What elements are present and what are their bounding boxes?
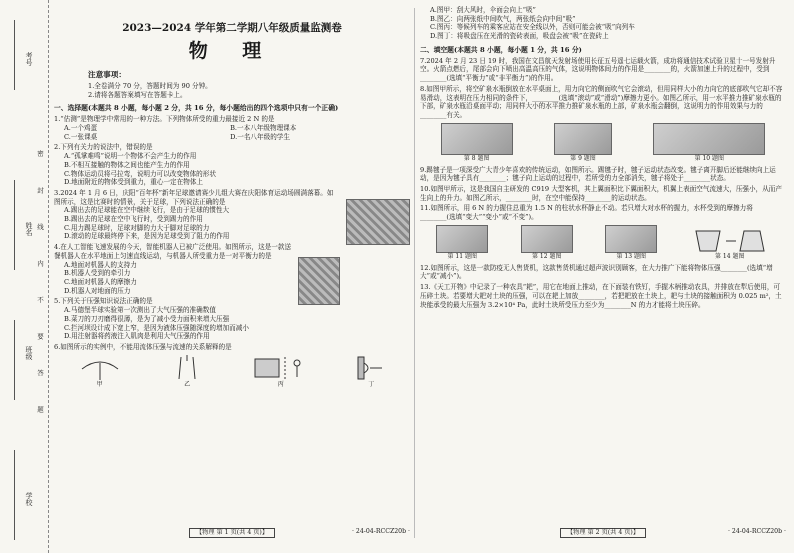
option: B.菜刀的刀刃磨得很薄，是为了减小受力面积来增大压强 [64, 314, 230, 323]
question-13: 13.《天工开物》中记录了一种农具“耙”，用它在地面上推动，在下面装有铁钉，手握木柄推动农具，并排放在犁后使用，可压碎土块。若要增大耙对土块的压强，可以在耙上加放________，若把耙放在土块上，耙与土块的接触面积为 0.025 m²，土块能承受的最大压强为 3.2×10⁴ Pa，此时土块所受压力至少为________N 的力才能将土块压碎。 [420, 283, 782, 309]
umbrella-figure [78, 355, 122, 381]
subject-title: 物 理 [188, 39, 276, 62]
option: C.地面对机器人的摩擦力 [64, 277, 137, 286]
option: A.踢出去的足球能在空中继续飞行，是由于足球的惯性大 [64, 206, 230, 215]
option: D.滚动的足球最终停下来，是因为足球受到了阻力的作用 [64, 232, 230, 241]
figure-label: 第 10 题图 [694, 154, 725, 162]
footer-right [420, 528, 786, 538]
question-1: 1.“估测”是物理学中常用的一种方法。下列物体所受的重力最接近 2 N 的是 [54, 115, 275, 124]
seal-text: 密 封 线 内 不 要 答 题 [36, 150, 44, 427]
figure-a [78, 355, 122, 389]
figure-label: 第 9 题图 [570, 154, 596, 162]
figure-label: 第 13 题图 [616, 252, 646, 260]
page-tag: 【物理 第 1 页(共 4 页)】 [189, 528, 275, 538]
school-line [14, 450, 15, 540]
option: B.图乙：向两张纸中间吹气，两张纸会向中间“吸” [430, 14, 576, 23]
question-1-options [64, 124, 410, 141]
figure-label: 第 11 题图 [447, 252, 477, 260]
figure-label: 甲 [96, 380, 103, 388]
question-11: 11.如图所示，用 6 N 的力握住总重为 1.5 N 的柱状水杯静止不动。若只增大对水杯的握力，水杯受到的摩擦力将________(选填“变大”“变小”或“不变”)。 [420, 204, 753, 222]
machine-figure [521, 225, 573, 253]
figure-row-a [420, 123, 786, 163]
exam-title: 2023—2024 学年第二学期八年级质量监测卷 [122, 22, 342, 34]
figure-d [356, 355, 386, 389]
football-photo [346, 199, 410, 245]
notice-item: 1.全卷满分 70 分，答题时间为 90 分钟。 [88, 81, 212, 90]
option: A.马德堡半球实验第一次测出了大气压强的准确数值 [64, 306, 216, 315]
question-10: 10.如图甲所示，这是我国自主研发的 C919 大型客机，其上翼面积比下翼面积大，机翼上表面空气流速大，压强小，从而产生向上的升力。如图乙所示，________时，在空中能保持________的运动状态。 [420, 185, 782, 202]
figure-label: 乙 [184, 380, 191, 388]
exam-no-label: 考号 [25, 52, 33, 66]
shuttlecock-figure [554, 123, 612, 155]
figure-q11 [436, 225, 488, 261]
school-label: 学校 [25, 492, 33, 506]
option: C.拦河坝设计成下宽上窄，是因为液体压强随深度的增加而减小 [64, 323, 249, 332]
bottle-figure [441, 123, 513, 155]
option: C.用力踢足球时，足球对脚的力大于脚对足球的力 [64, 223, 210, 232]
option: B.一本八年级物理课本 [230, 124, 297, 133]
option: D.机器人对地面的压力 [64, 286, 131, 295]
question-4: 4.在人工智能飞速发展的今天，智能机器人已被广泛使用。如图所示，这是一款送餐机器人在水平地面上匀速直线运动，与机器人所受重力是一对平衡力的是 [54, 243, 292, 260]
option: D.地面附近的物体受到重力，重心一定在物体上 [64, 178, 204, 187]
name-label: 姓名 [25, 222, 33, 236]
option: B.踢出去的足球在空中飞行时，受到踢力的作用 [64, 215, 203, 224]
question-12: 12.如图所示，这是一款防疫无人售货机，这款售货机通过超声波识别顾客，在大力推广下能将物体压强________(选填“增大”或“减小”)。 [420, 263, 773, 281]
aircraft-figure [653, 123, 765, 155]
class-label: 班级 [25, 346, 33, 360]
figure-q12 [521, 225, 573, 261]
cup-figure [436, 225, 488, 253]
option: D.图丁：将吸盘压在光滑的瓷砖表面，吸盘会被“吸”在瓷砖上 [430, 32, 609, 41]
question-6: 6.如图所示的实例中，不能用流体压强与流速的关系解释的是 [54, 342, 232, 351]
figure-row-b [420, 225, 786, 261]
footer-left [54, 528, 410, 538]
figure-label: 第 12 题图 [532, 252, 562, 260]
option: B.机器人受到的牵引力 [64, 269, 131, 278]
page-2 [420, 6, 786, 536]
figure-q13 [605, 225, 657, 261]
question-7: 7.2024 年 2 月 23 日 19 时，我国在文昌航天发射场使用长征五号遥七运载火箭，成功将通信技术试验卫星十一号发射升空。火箭点燃后，尾部会向下喷出高温高压的气体，这说明物体间力的作用是________的，火箭加速上升的过程中，受到________(选填“平衡力”或“非平衡力”)的作用。 [420, 56, 776, 83]
option: B.不相互接触的物体之间也能产生力的作用 [64, 160, 190, 169]
question-3: 3.2024 年 1 月 6 日，庆阳“百年杯”新年足球邀请赛少儿组大赛在庆阳体育运动场圆满落幕。如图所示，这是比赛时的情景，关于足球，下列说法正确的是 [54, 188, 334, 206]
page-divider [414, 8, 415, 538]
option: A.地面对机器人的支持力 [64, 260, 137, 269]
page-1 [54, 6, 410, 536]
paper-figure [169, 355, 205, 381]
notice-item: 2.请将各题答案填写在答题卡上。 [88, 90, 187, 99]
robot-photo [298, 257, 340, 305]
figure-label: 丙 [277, 380, 284, 388]
option: A.一个鸡蛋 [64, 124, 98, 133]
suction-cup-figure [356, 355, 386, 381]
page-code: · 24-04-RCCZ20b · [351, 527, 411, 535]
option: A.“孤掌难鸣”说明一个物体不会产生力的作用 [64, 152, 197, 161]
question-4-block [54, 243, 410, 295]
figure-q14 [690, 227, 770, 261]
figure-label: 第 8 题图 [463, 154, 490, 162]
page-code: · 24-04-RCCZ20b · [727, 527, 787, 535]
container-figure [690, 227, 770, 253]
name-line [14, 180, 15, 270]
option: C.一张课桌 [64, 132, 98, 141]
option: D.一名八年级的学生 [230, 132, 290, 141]
question-5: 5.下列关于压强知识说法正确的是 [54, 297, 153, 306]
figure-q10 [653, 123, 765, 163]
figure-c [253, 355, 309, 389]
question-3-block [54, 189, 410, 241]
binding-margin [0, 0, 49, 553]
section-2-heading: 二、填空题(本题共 8 小题，每小题 1 分，共 16 分) [420, 45, 582, 54]
option: A.图甲：刮大风时，伞面会向上“吸” [430, 6, 536, 14]
harrow-figure [605, 225, 657, 253]
question-8: 8.如图甲所示，将空矿泉水瓶倒放在水平桌面上，用力向它的侧面吹气它会滚动，但用同样大小的力向它的底部吹气它却不容易滑动，这表明在压力相同的条件下，________(选填“滚动”或“滑动”)摩擦力更小。如图乙所示，用一水平推力推矿泉水瓶的下部，矿泉水瓶沿桌面平动；用同样大小的水平推力推矿泉水瓶的上部，矿泉水瓶会翻倒，这说明力的作用效果与力的________有关。 [420, 84, 783, 119]
page-tag: 【物理 第 2 页(共 4 页)】 [560, 528, 646, 538]
train-platform-figure [253, 355, 309, 381]
section-1-heading: 一、选择题(本题共 8 小题，每小题 2 分，共 16 分，每小题给出的四个选项中只有一个正确) [54, 104, 339, 113]
option: D.用注射器将药液注入肌肉是利用大气压强的作用 [64, 332, 210, 341]
option: C.物体运动员将弓拉弯，说明力可以改变物体的形状 [64, 169, 216, 178]
notice-heading: 注意事项： [88, 69, 126, 79]
figure-q8 [441, 123, 513, 163]
figure-q9 [554, 123, 612, 163]
figure-label: 第 14 题图 [715, 252, 745, 260]
question-2: 2.下列有关力的说法中，错误的是 [54, 143, 153, 152]
question-9: 9.踢毽子是一项深受广大青少年喜欢的传统运动，如图所示。踢毽子时，毽子运动状态改变。毽子离开脚后还能继续向上运动，是因为毽子具有________；毽子向上运动的过程中，若所受的力全部消失，毽子将处于________状态。 [420, 165, 776, 183]
figure-label: 丁 [368, 380, 375, 388]
exam-no-line [14, 20, 15, 90]
figure-b [169, 355, 205, 389]
class-line [14, 320, 15, 400]
option: C.图丙：等候列车的乘客应站在安全线以外，否则可能会被“吸”向列车 [430, 23, 635, 32]
question-6-figures [54, 355, 410, 389]
